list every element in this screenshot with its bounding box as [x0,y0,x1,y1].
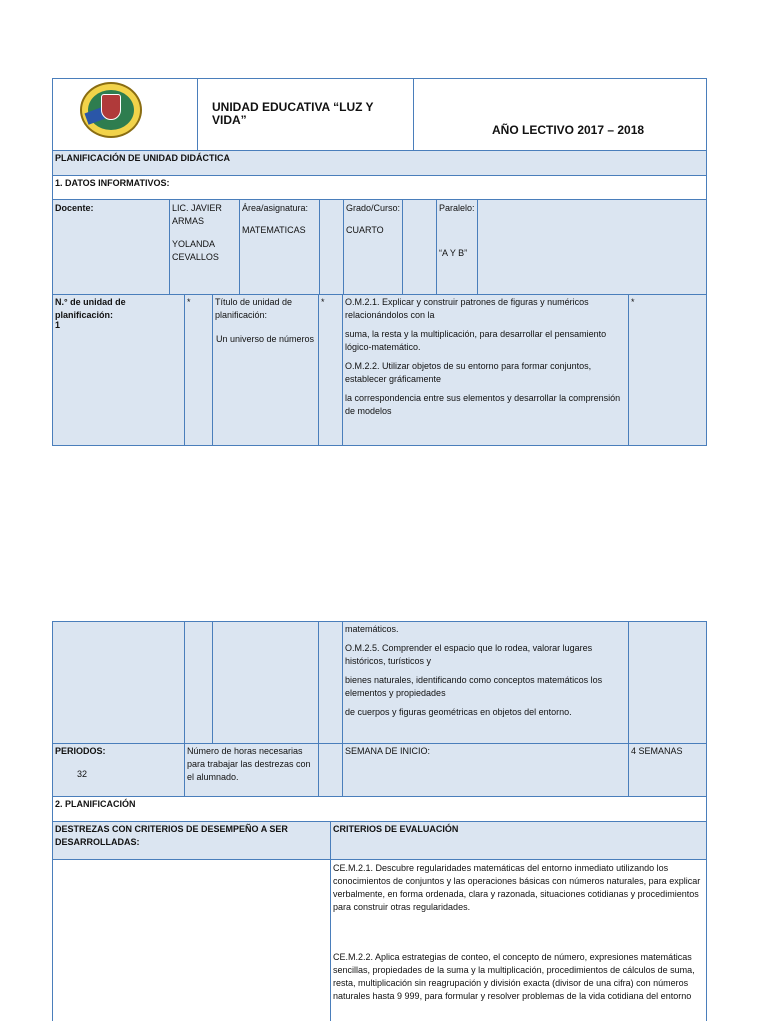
titulo-value: Un universo de números [216,334,315,344]
mark-1: * [187,297,191,307]
school-crest-icon [80,82,142,138]
periodos-label: PERIODOS: [55,746,106,756]
criterios-header: CRITERIOS DE EVALUACIÓN [333,824,459,834]
datos-title: 1. DATOS INFORMATIVOS: [55,178,170,188]
destrezas-header: DESTREZAS CON CRITERIOS DE DESEMPEÑO A SER DESARROLLADAS: [55,824,288,847]
objective-2b: la correspondencia entre sus elementos y desarrollar la comprensión de modelos [345,393,621,416]
objective-3a: O.M.2.5. Comprender el espacio que lo rodea, valorar lugares históricos, turísticos y [345,643,593,666]
grado-label: Grado/Curso: [346,203,401,213]
school-name: UNIDAD EDUCATIVA “LUZ Y VIDA” [212,100,374,127]
school-year: AÑO LECTIVO 2017 – 2018 [492,123,645,137]
objective-1b: suma, la resta y la multiplicación, para desarrollar el pensamiento lógico-matemático. [345,329,607,352]
paralelo-label: Paralelo: [439,203,475,213]
objective-2a: O.M.2.2. Utilizar objetos de su entorno para formar conjuntos, establecer gráficamente [345,361,592,384]
titulo-label: Título de unidad de planificación: [215,297,293,320]
paralelo-value: “A Y B” [439,248,468,258]
objectives-page2 [343,622,627,726]
criterio-ce2: CE.M.2.2. Aplica estrategias de conteo, el concepto de número, expresiones matemáticas sencillas, propiedades de la suma y la multiplicación, procedimientos de cálculos de suma, resta, multiplicación sin reagrupación y división exacta (divisor de una cifra) con números naturales hasta 9 999, para formular y resolver problemas de la vida cotidiana del entorno [333,952,695,1001]
area-label: Área/asignatura: [242,203,309,213]
docente-name-2: YOLANDA CEVALLOS [172,239,219,262]
horas-text: Número de horas necesarias para trabajar las destrezas con el alumnado. [187,746,311,782]
mark-2: * [321,297,325,307]
grado-value: CUARTO [346,225,384,235]
periodos-value: 32 [77,769,88,779]
unidad-num-value: 1 [55,320,61,330]
semanas-value: 4 SEMANAS [631,746,683,756]
objective-3b: bienes naturales, identificando como conceptos matemáticos los elementos y propiedades [345,675,603,698]
criterio-ce1: CE.M.2.1. Descubre regularidades matemáticas del entorno inmediato utilizando los conocimientos de conjuntos y las operaciones básicas con números naturales, para explicar verbalmente, en forma ordenada, clara y razonada, situaciones cotidianas y procedimientos para construir otras regularidades. [333,863,701,912]
area-value: MATEMATICAS [242,225,306,235]
section-title: PLANIFICACIÓN DE UNIDAD DIDÁCTICA [55,153,230,163]
objectives-page1 [343,295,627,425]
semana-label: SEMANA DE INICIO: [345,746,431,756]
plan-title: 2. PLANIFICACIÓN [55,799,136,809]
docente-name-1: LIC. JAVIER ARMAS [172,203,222,226]
objective-cont: matemáticos. [345,624,399,634]
docente-label: Docente: [55,203,94,213]
mark-3: * [631,297,635,307]
unidad-num-label: N.° de unidad de planificación: [55,297,126,320]
objective-1a: O.M.2.1. Explicar y construir patrones de figuras y numéricos relacionándolos con la [345,297,589,320]
objective-3c: de cuerpos y figuras geométricas en objetos del entorno. [345,707,572,717]
